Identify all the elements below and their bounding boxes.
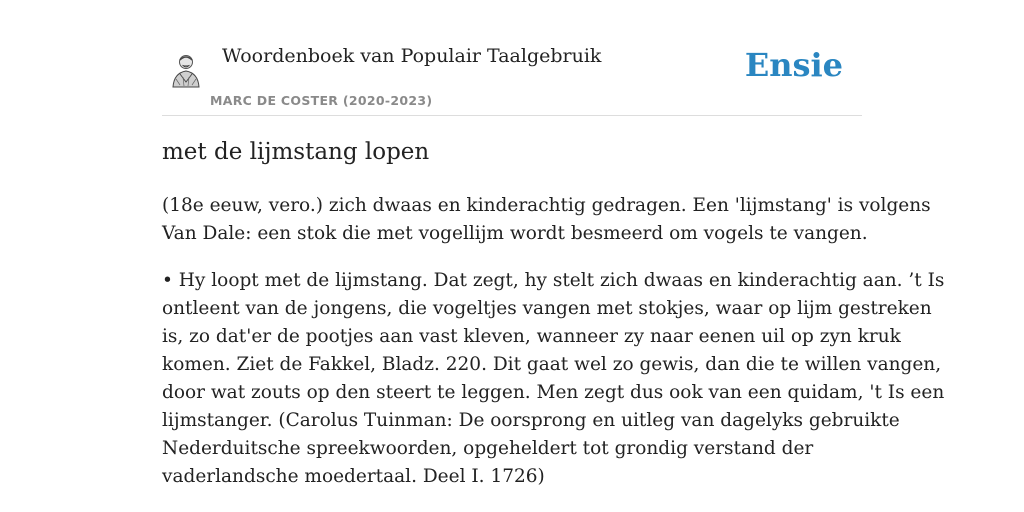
brand-logo[interactable]: Ensie (744, 46, 843, 84)
dictionary-title[interactable]: Woordenboek van Populair Taalgebruik (222, 45, 602, 67)
entry-headword: met de lijmstang lopen (162, 139, 430, 165)
citation-line: lijmstanger. (Carolus Tuinman: De oorsprong en uitleg van dagelyks gebruikte (162, 410, 900, 431)
citation-line: • Hy loopt met de lijmstang. Dat zegt, hy stelt zich dwaas en kinderachtig aan. ’t Is (162, 270, 945, 291)
entry-citation (162, 267, 945, 491)
definition-line: Van Dale: een stok die met vogellijm wordt besmeerd om vogels te vangen. (162, 223, 868, 244)
citation-line: Nederduitsche spreekwoorden, opgeheldert tot grondig verstand der (162, 438, 814, 459)
citation-line: ontleent van de jongens, die vogeltjes vangen met stokjes, waar op lijm gestreken (162, 298, 932, 319)
citation-line: is, zo dat'er de pootjes aan vast kleven, wanneer zy naar eenen uil op zyn kruk (162, 326, 901, 347)
page-header (162, 0, 862, 116)
citation-line: komen. Ziet de Fakkel, Bladz. 220. Dit gaat wel zo gewis, dan die te willen vangen, (162, 354, 942, 375)
entry-card (162, 0, 945, 487)
citation-line: vaderlandsche moedertaal. Deel I. 1726) (162, 466, 545, 487)
citation-line: door wat zouts op den steert te leggen. Men zegt dus ook van een quidam, 't Is een (162, 382, 945, 403)
definition-line: (18e eeuw, vero.) zich dwaas en kinderachtig gedragen. Een 'lijmstang' is volgens (162, 195, 931, 216)
author-name[interactable]: MARC DE COSTER (2020-2023) (210, 93, 433, 108)
entry-definition (162, 192, 931, 248)
author-portrait-icon (170, 52, 202, 88)
